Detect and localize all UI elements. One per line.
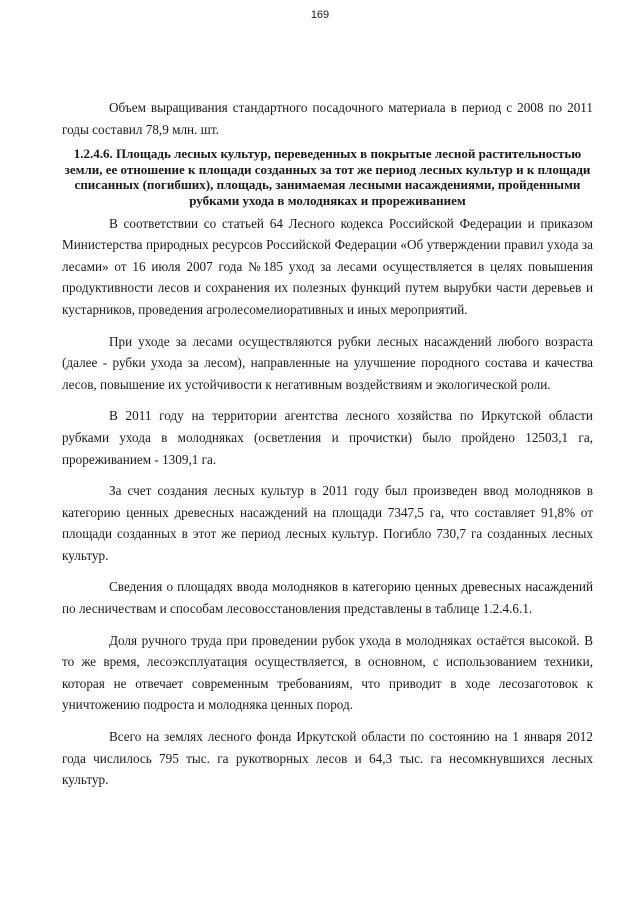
paragraph-legal-basis: В соответствии со статьей 64 Лесного кодекса Российской Федерации и приказом Министерства природных ресурсов Российской Федерации «Об утверждении правил ухода за лесами» от 16 июля 2007 года №185 уход за лесами осуществляется в целях повышения продуктивности лесов и сохранения их полезных функций путем вырубки части деревьев и кустарников, проведения агролесомелиоративных и иных мероприятий. [62, 215, 593, 317]
paragraph-2011-thinning: В 2011 году на территории агентства лесного хозяйства по Иркутской области рубками ухода в молодняках (осветления и прочистки) было пройдено 12503,1 га, прореживанием - 1309,1 га. [62, 408, 593, 467]
document-body [62, 97, 593, 791]
page-number: 169 [310, 9, 330, 21]
paragraph-table-reference: Сведения о площадях ввода молодняков в категорию ценных древесных насаждений по лесничествам и способам лесовосстановления представлены в таблице 1.2.4.6.1. [62, 579, 593, 617]
paragraph-seedling-volume: Объем выращивания стандартного посадочного материала в период с 2008 по 2011 годы составил 78,9 млн. шт. [62, 100, 593, 137]
paragraph-young-stands-input: За счет создания лесных культур в 2011 году был произведен ввод молодняков в категорию ценных древесных насаждений на площади 7347,5 га, что составляет 91,8% от площади созданных в этот же период лесных культур. Погибло 730,7 га созданных лесных культур. [62, 483, 593, 563]
paragraph-thinning-purpose: При уходе за лесами осуществляются рубки лесных насаждений любого возраста (далее - рубки ухода за лесом), направленные на улучшение породного состава и качества лесов, повышение их устойчивости к негативным воздействиям и экологической роли. [62, 333, 593, 392]
paragraph-manual-labor: Доля ручного труда при проведении рубок ухода в молодняках остаётся высокой. В то же время, лесоэксплуатация осуществляется, в основном, с использованием техники, которая не отвечает современным требованиям, что приводит в ходе лесозаготовок к уничтожению подроста и молодняка ценных пород. [62, 632, 593, 713]
section-heading: 1.2.4.6. Площадь лесных культур, переведенных в покрытые лесной растительностью земли, ее отношение к площади созданных за тот же период лесных культур и к площади списанных (погибших), площадь, занимаемая лесными насаждениями, пройденными рубками ухода в молодняках и прореживанием [64, 146, 591, 208]
paragraph-total-plantations: Всего на землях лесного фонда Иркутской области по состоянию на 1 января 2012 года числилось 795 тыс. га рукотворных лесов и 64,3 тыс. га несомкнувшихся лесных культур. [62, 729, 593, 788]
